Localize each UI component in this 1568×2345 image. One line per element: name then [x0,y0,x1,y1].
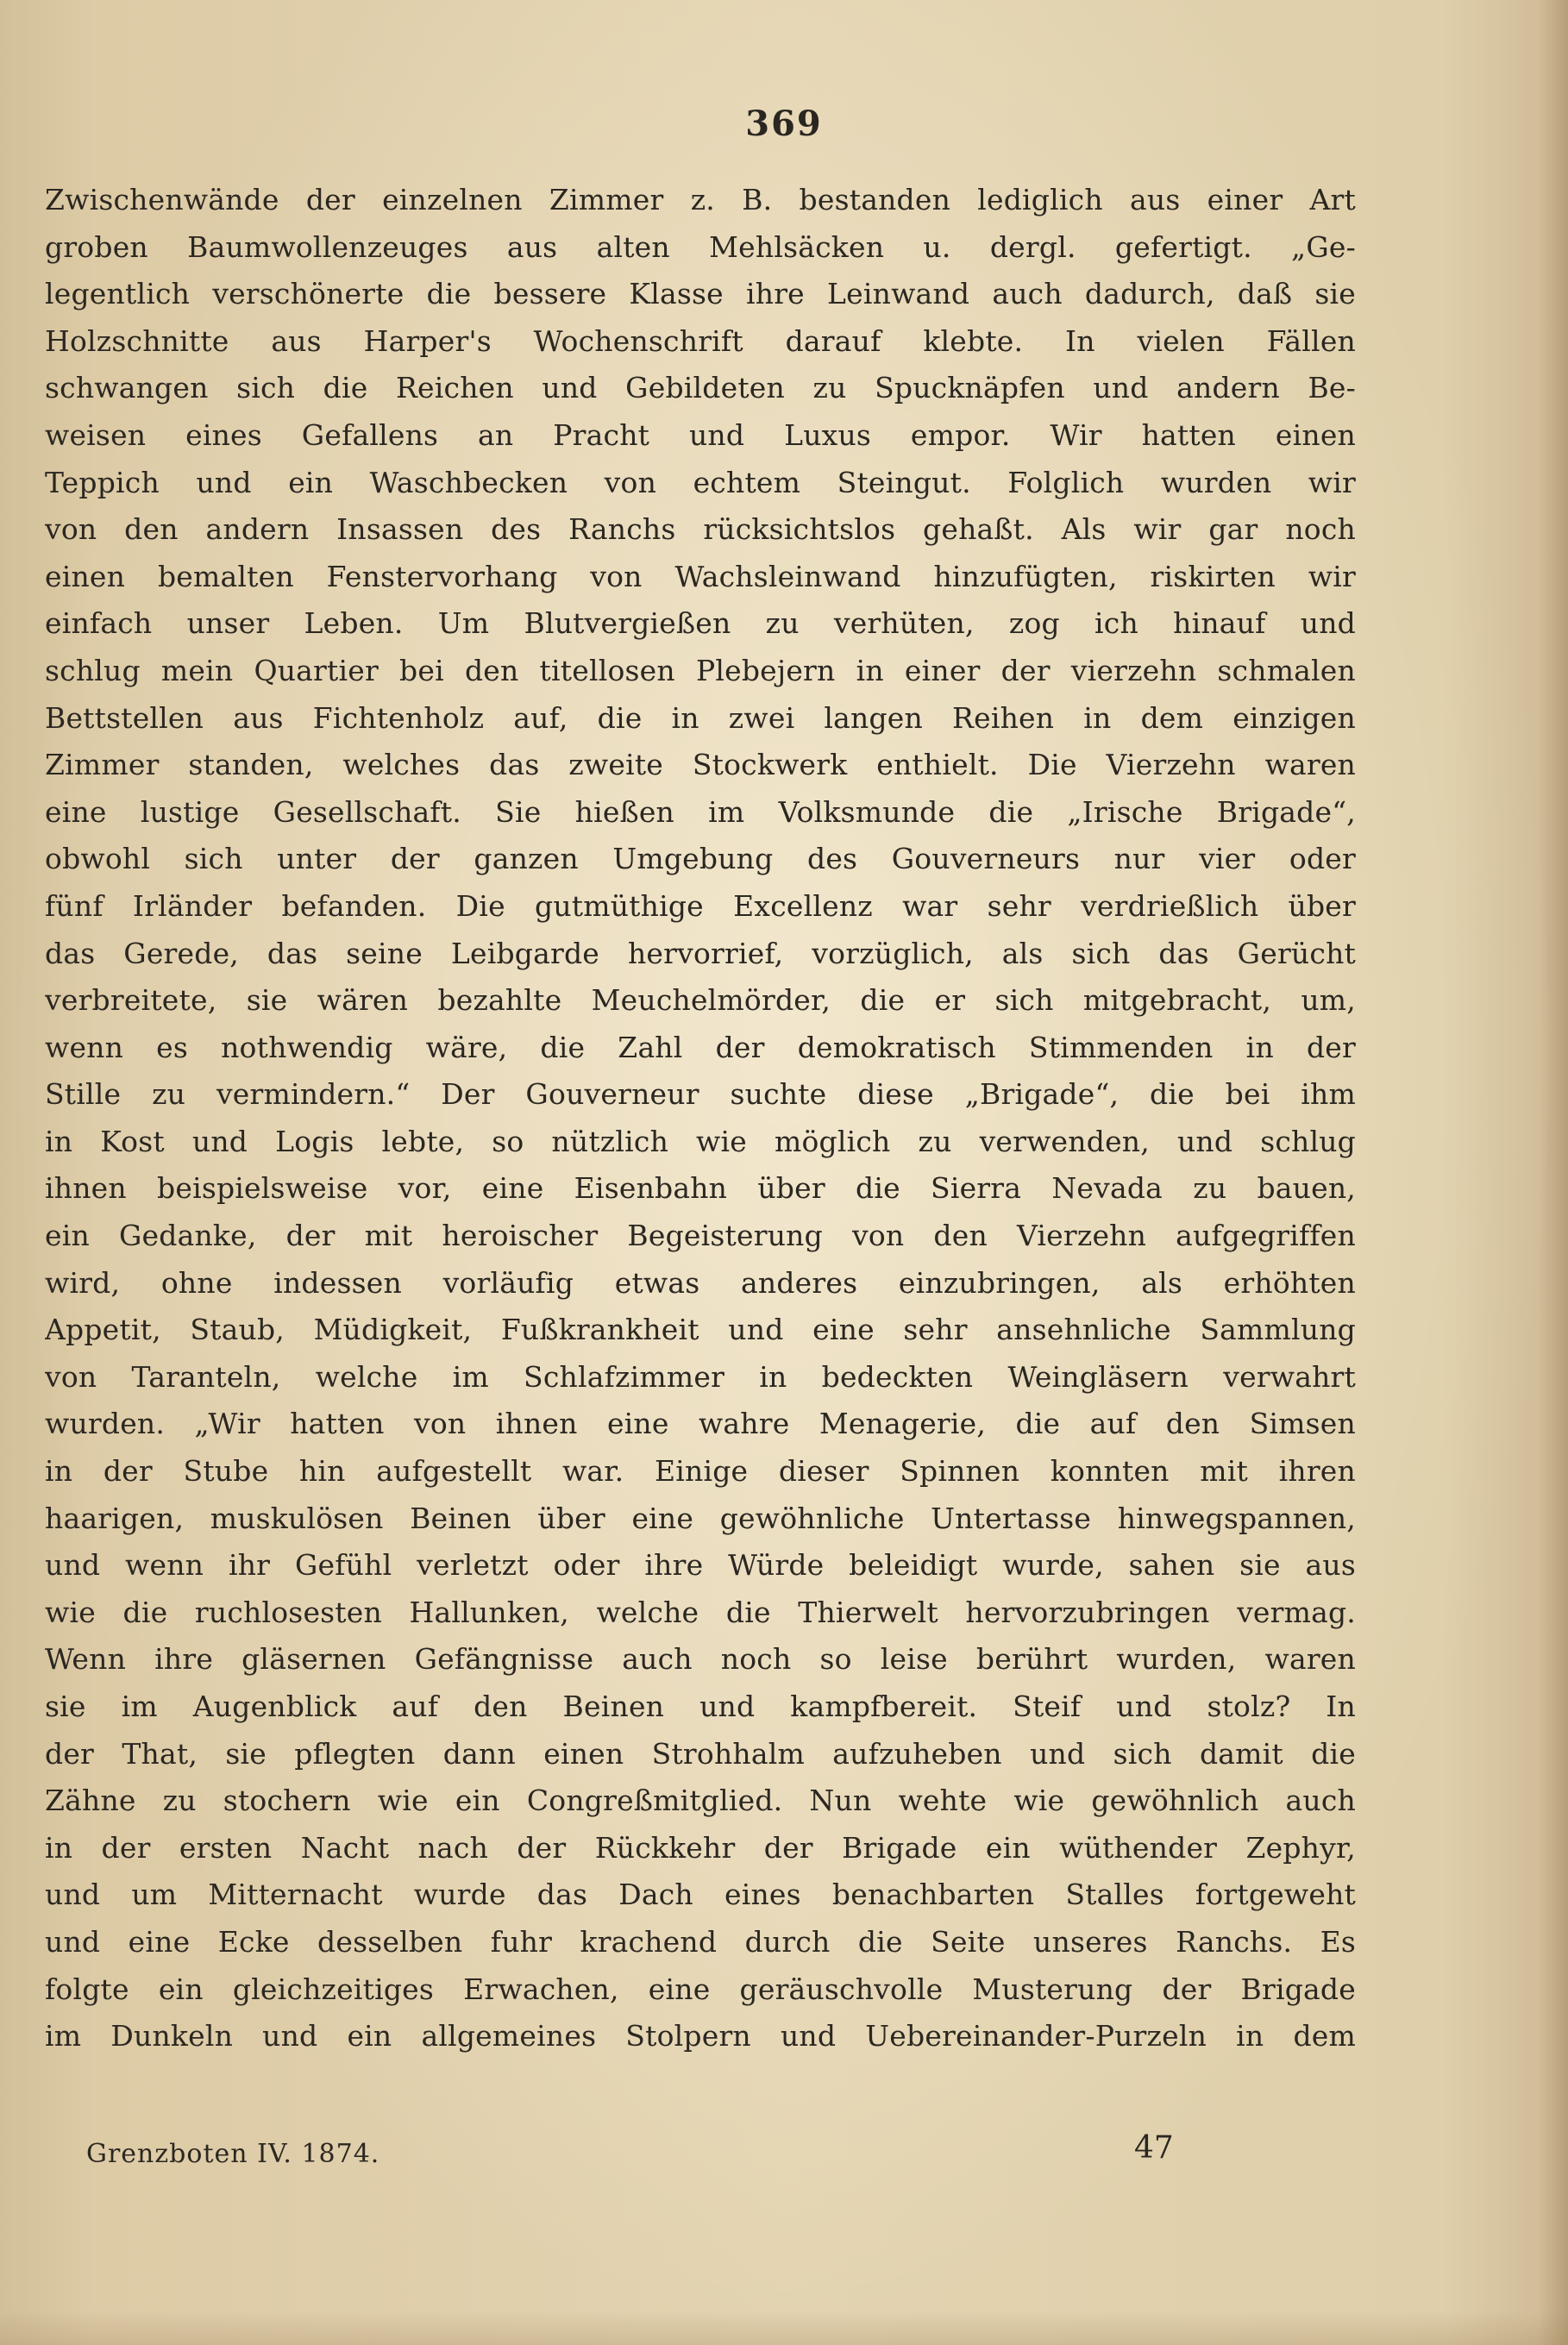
text-line: Holzschnitte aus Harper's Wochenschrift darauf klebte. In vielen Fällen [45,323,1356,358]
text-line: wird, ohne indessen vorläufig etwas anderes einzubringen, als erhöhten [45,1265,1356,1300]
text-line: wenn es nothwendig wäre, die Zahl der demokratisch Stimmenden in der [45,1030,1356,1064]
text-line: fünf Irländer befanden. Die gutmüthige Excellenz war sehr verdrießlich über [45,888,1356,923]
text-line: und eine Ecke desselben fuhr krachend durch die Seite unseres Ranchs. Es [45,1924,1356,1959]
text-line: in Kost und Logis lebte, so nützlich wie möglich zu verwenden, und schlug [45,1124,1356,1158]
text-line: legentlich verschönerte die bessere Klasse ihre Leinwand auch dadurch, daß sie [45,277,1356,311]
text-line: ein Gedanke, der mit heroischer Begeisterung von den Vierzehn aufgegriffen [45,1219,1356,1253]
text-line: groben Baumwollenzeuges aus alten Mehlsäcken u. dergl. gefertigt. „Ge- [45,229,1356,264]
text-line: schlug mein Quartier bei den titellosen Plebejern in einer der vierzehn schmalen [45,653,1356,687]
text-line: in der Stube hin aufgestellt war. Einige dieser Spinnen konnten mit ihren [45,1454,1356,1489]
text-line: Zwischenwände der einzelnen Zimmer z. B. bestanden lediglich aus einer Art [45,183,1356,216]
text-line: eine lustige Gesellschaft. Sie hießen im Volksmunde die „Irische Brigade“, [45,794,1356,829]
text-line: einen bemalten Fenstervorhang von Wachsleinwand hinzufügten, riskirten wir [45,559,1356,593]
text-line: und wenn ihr Gefühl verletzt oder ihre Würde beleidigt wurde, sahen sie aus [45,1548,1356,1583]
text-line: Bettstellen aus Fichtenholz auf, die in zwei langen Reihen in dem einzigen [45,700,1356,735]
text-line: in der ersten Nacht nach der Rückkehr der Brigade ein wüthender Zephyr, [45,1830,1356,1865]
body-text [45,177,1356,2060]
text-line: wie die ruchlosesten Hallunken, welche die Thierwelt hervorzubringen vermag. [45,1595,1356,1629]
text-line: und um Mitternacht wurde das Dach eines benachbarten Stalles fortgeweht [45,1878,1356,1912]
text-line: im Dunkeln und ein allgemeines Stolpern und Uebereinander-Purzeln in dem [45,2019,1356,2053]
text-line: weisen eines Gefallens an Pracht und Luxus empor. Wir hatten einen [45,417,1356,452]
signature-mark: 47 [1134,2130,1174,2166]
page-number: 369 [745,103,823,144]
page-edge-shadow [1539,0,1568,2345]
text-line: das Gerede, das seine Leibgarde hervorrief, vorzüglich, als sich das Gerücht [45,936,1356,970]
text-line: haarigen, muskulösen Beinen über eine gewöhnliche Untertasse hinwegspannen, [45,1501,1356,1535]
text-line: sie im Augenblick auf den Beinen und kampfbereit. Steif und stolz? In [45,1690,1356,1723]
text-line: Teppich und ein Waschbecken von echtem Steingut. Folglich wurden wir [45,465,1356,499]
text-line: schwangen sich die Reichen und Gebildeten zu Spucknäpfen und andern Be- [45,371,1356,405]
page-footer [86,2130,1207,2182]
text-line: Zimmer standen, welches das zweite Stockwerk enthielt. Die Vierzehn waren [45,748,1356,782]
page-bottom-shade [0,2311,1568,2345]
text-line: verbreitete, sie wären bezahlte Meuchelmörder, die er sich mitgebracht, um, [45,983,1356,1018]
text-line: Zähne zu stochern wie ein Congreßmitglied. Nun wehte wie gewöhnlich auch [45,1784,1356,1818]
text-line: Wenn ihre gläsernen Gefängnisse auch noch so leise berührt wurden, waren [45,1642,1356,1677]
text-line: Stille zu vermindern.“ Der Gouverneur suchte diese „Brigade“, die bei ihm [45,1077,1356,1112]
text-line: einfach unser Leben. Um Blutvergießen zu verhüten, zog ich hinauf und [45,606,1356,641]
text-line: obwohl sich unter der ganzen Umgebung des Gouverneurs nur vier oder [45,842,1356,876]
text-line: wurden. „Wir hatten von ihnen eine wahre Menagerie, die auf den Simsen [45,1407,1356,1441]
text-line: von Taranteln, welche im Schlafzimmer in bedeckten Weingläsern verwahrt [45,1359,1356,1394]
text-line: von den andern Insassen des Ranchs rücksichtslos gehaßt. Als wir gar noch [45,512,1356,547]
text-line: der That, sie pflegten dann einen Strohhalm aufzuheben und sich damit die [45,1736,1356,1771]
journal-citation: Grenzboten IV. 1874. [86,2139,380,2169]
text-line: Appetit, Staub, Müdigkeit, Fußkrankheit und eine sehr ansehnliche Sammlung [45,1313,1356,1347]
text-line: folgte ein gleichzeitiges Erwachen, eine geräuschvolle Musterung der Brigade [45,1972,1356,2006]
text-line: ihnen beispielsweise vor, eine Eisenbahn über die Sierra Nevada zu bauen, [45,1171,1356,1206]
